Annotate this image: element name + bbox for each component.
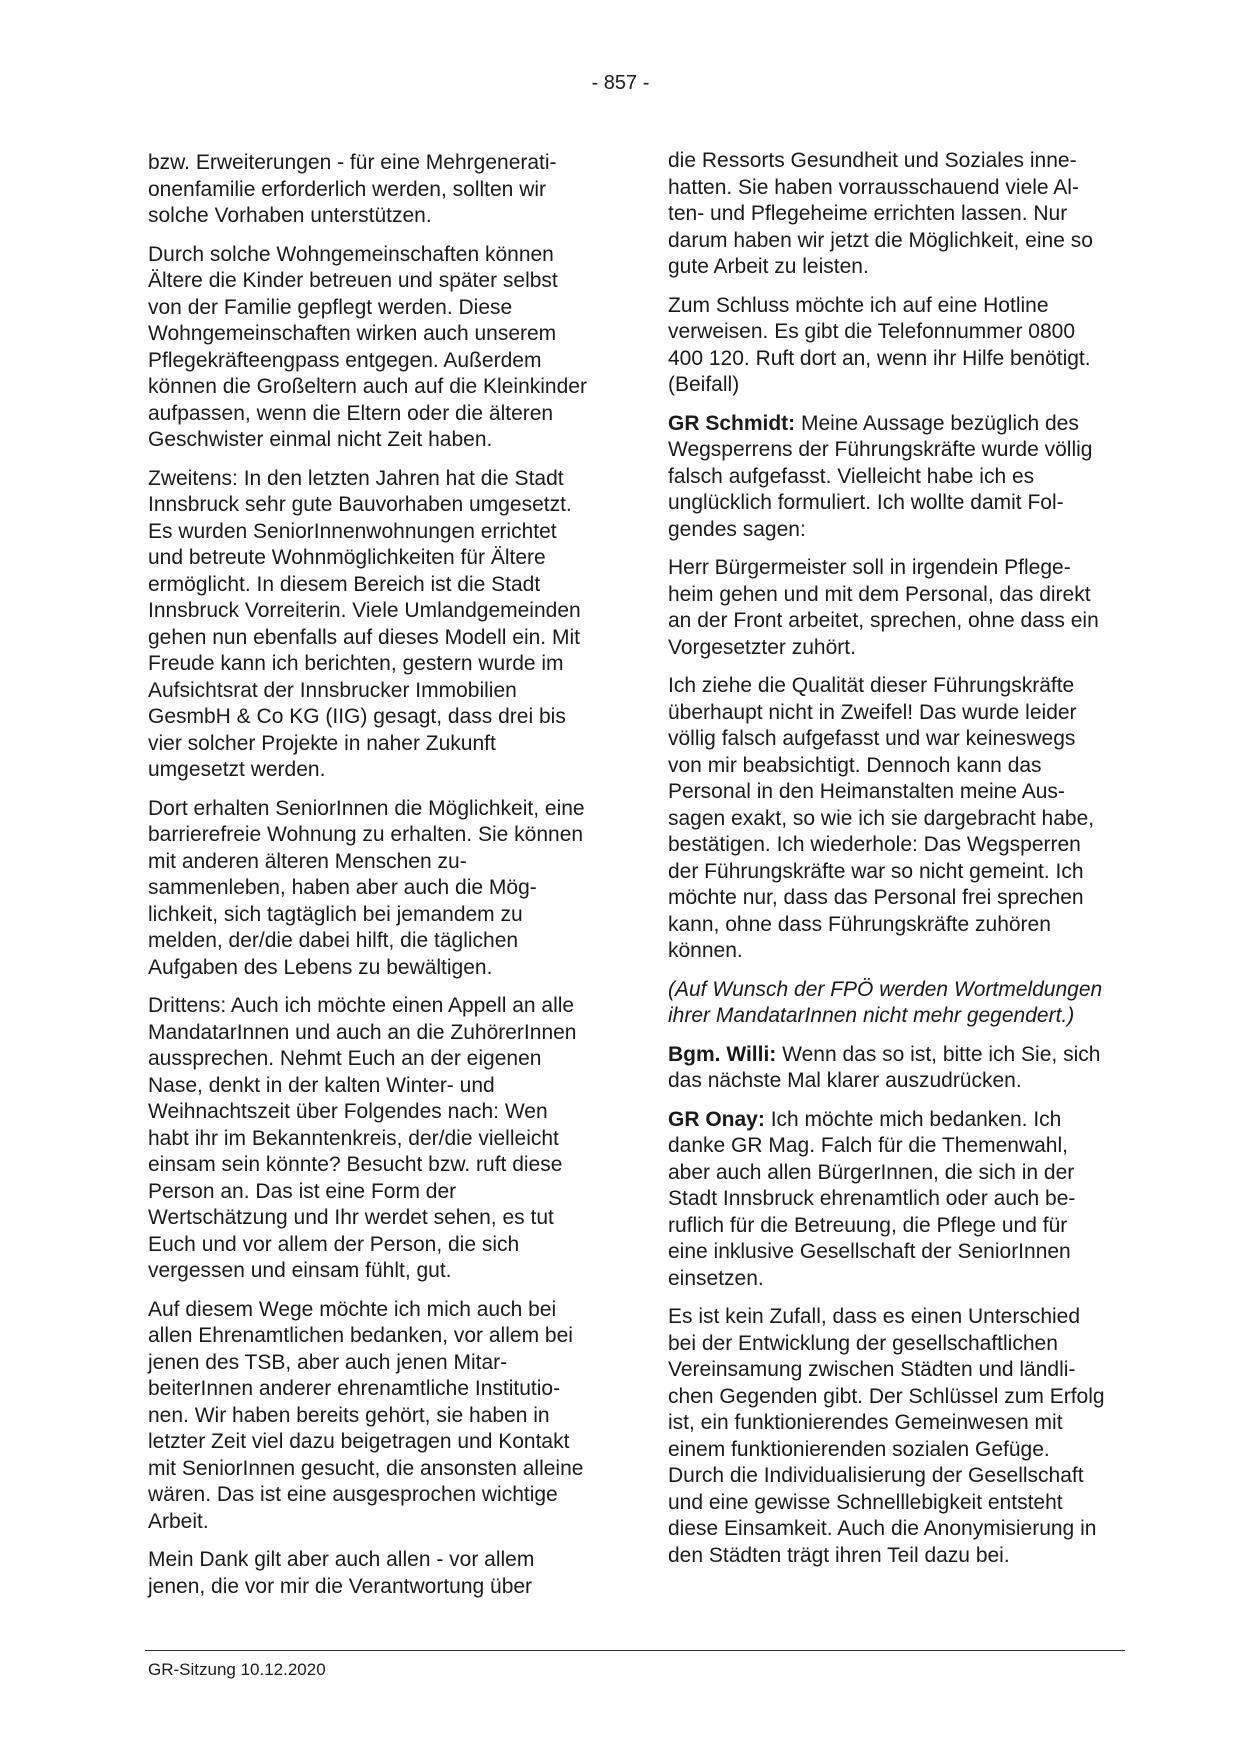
right-column: [668, 148, 1108, 1581]
paragraph: Zum Schluss möchte ich auf eine Hotline verweisen. Es gibt die Telefonnummer 0800 400 120. Ruft dort an, wenn ihr Hilfe benötigt. (Beifall): [668, 293, 1091, 396]
speaker-name: GR Onay:: [668, 1107, 765, 1131]
paragraph: Zweitens: In den letzten Jahren hat die Stadt Innsbruck sehr gute Bauvorhaben umgesetzt. Es wurden SeniorInnenwohnungen errichtet und betreute Wohnmöglichkeiten für Ältere ermöglicht. In diesem Bereich ist die Stadt Innsbruck Vorreiterin. Viele Umlandgemeinden gehen nun ebenfalls auf dieses Modell ein. Mit Freude kann ich berichten, gestern wurde im Aufsichtsrat der Innsbrucker Immobilien GesmbH & Co KG (IIG) gesagt, dass drei bis vier solcher Projekte in naher Zukunft umgesetzt werden.: [148, 466, 581, 781]
speech-text: Meine Aussage bezüglich des Wegsperrens der Führungskräfte wurde völlig falsch aufgefasst. Vielleicht habe ich es unglücklich formuliert. Ich wollte damit Folgendes sagen:: [668, 411, 1093, 541]
speech-schmidt: [668, 411, 1108, 544]
paragraph: Drittens: Auch ich möchte einen Appell an alle MandatarInnen und auch an die ZuhörerInnen aussprechen. Nehmt Euch an der eigenen Nase, denkt in der kalten Winter- und Weihnachtszeit über Folgendes nach: Wen habt ihr im Bekanntenkreis, der/die vielleicht einsam sein könnte? Besucht bzw. ruft diese Person an. Das ist eine Form der Wertschätzung und Ihr werdet sehen, es tut Euch und vor allem der Person, die sich vergessen und einsam fühlt, gut.: [148, 994, 577, 1282]
speech-text: Ich möchte mich bedanken. Ich danke GR Mag. Falch für die Themenwahl, aber auch allen BürgerInnen, die sich in der Stadt Innsbruck ehrenamtlich oder auch beruflich für die Betreuung, die Pflege und für eine inklusive Gesellschaft der SeniorInnen einsetzen.: [668, 1107, 1076, 1290]
paragraph: die Ressorts Gesundheit und Soziales innehatten. Sie haben vorrausschauend viele Alten- und Pflegeheime errichten lassen. Nur darum haben wir jetzt die Möglichkeit, eine so gute Arbeit zu leisten.: [668, 149, 1093, 278]
paragraph: Durch solche Wohngemeinschaften können Ältere die Kinder betreuen und später selbst von der Familie gepflegt werden. Diese Wohngemeinschaften wirken auch unserem Pflegekräfteengpass entgegen. Außerdem können die Großeltern auch auf die Kleinkinder aufpassen, wenn die Eltern oder die älteren Geschwister einmal nicht Zeit haben.: [148, 242, 587, 451]
editorial-note: (Auf Wunsch der FPÖ werden Wortmeldungen ihrer MandatarInnen nicht mehr gegendert.): [668, 977, 1103, 1027]
footer-divider: [145, 1650, 1125, 1651]
speaker-name: Bgm. Willi:: [668, 1042, 777, 1066]
paragraph: bzw. Erweiterungen - für eine Mehrgenerationenfamilie erforderlich werden, sollten wir solche Vorhaben unterstützen.: [148, 151, 557, 227]
speaker-name: GR Schmidt:: [668, 411, 796, 435]
paragraph: Es ist kein Zufall, dass es einen Unterschied bei der Entwicklung der gesellschaftlichen Vereinsamung zwischen Städten und ländlichen Gegenden gibt. Der Schlüssel zum Erfolg ist, ein funktionierendes Gemeinwesen mit einem funktionierenden sozialen Gefüge. Durch die Individualisierung der Gesellschaft und eine gewisse Schnelllebigkeit entsteht diese Einsamkeit. Auch die Anonymisierung in den Städten trägt ihren Teil dazu bei.: [668, 1305, 1105, 1567]
speech-willi: [668, 1042, 1108, 1095]
speech-text: Wenn das so ist, bitte ich Sie, sich das nächste Mal klarer auszudrücken.: [668, 1042, 1101, 1092]
paragraph: Auf diesem Wege möchte ich mich auch bei allen Ehrenamtlichen bedanken, vor allem bei jenen des TSB, aber auch jenen MitarbeiterInnen anderer ehrenamtliche Institutionen. Wir haben bereits gehört, sie haben in letzter Zeit viel dazu beigetragen und Kontakt mit SeniorInnen gesucht, die ansonsten alleine wären. Das ist eine ausgesprochen wichtige Arbeit.: [148, 1297, 584, 1533]
paragraph: Mein Dank gilt aber auch allen - vor allem jenen, die vor mir die Verantwortung über: [148, 1548, 535, 1598]
paragraph: Herr Bürgermeister soll in irgendein Pflegeheim gehen und mit dem Personal, das direkt an der Front arbeitet, sprechen, ohne dass ein Vorgesetzter zuhört.: [668, 556, 1099, 659]
paragraph: Ich ziehe die Qualität dieser Führungskräfte überhaupt nicht in Zweifel! Das wurde leider völlig falsch aufgefasst und war keineswegs von mir beabsichtigt. Dennoch kann das Personal in den Heimanstalten meine Aussagen exakt, so wie ich sie dargebracht habe, bestätigen. Ich wiederhole: Das Wegsperren der Führungskräfte war so nicht gemeint. Ich möchte nur, dass das Personal frei sprechen kann, ohne dass Führungskräfte zuhören können.: [668, 674, 1095, 962]
footer-session-label: GR-Sitzung 10.12.2020: [148, 1660, 326, 1679]
page-number: - 857 -: [591, 72, 650, 94]
left-column: [148, 150, 588, 1612]
speech-onay: [668, 1107, 1108, 1293]
paragraph: Dort erhalten SeniorInnen die Möglichkeit, eine barrierefreie Wohnung zu erhalten. Sie können mit anderen älteren Menschen zusammenleben, haben aber auch die Möglichkeit, sich tagtäglich bei jemandem zu melden, der/die dabei hilft, die täglichen Aufgaben des Lebens zu bewältigen.: [148, 796, 585, 979]
